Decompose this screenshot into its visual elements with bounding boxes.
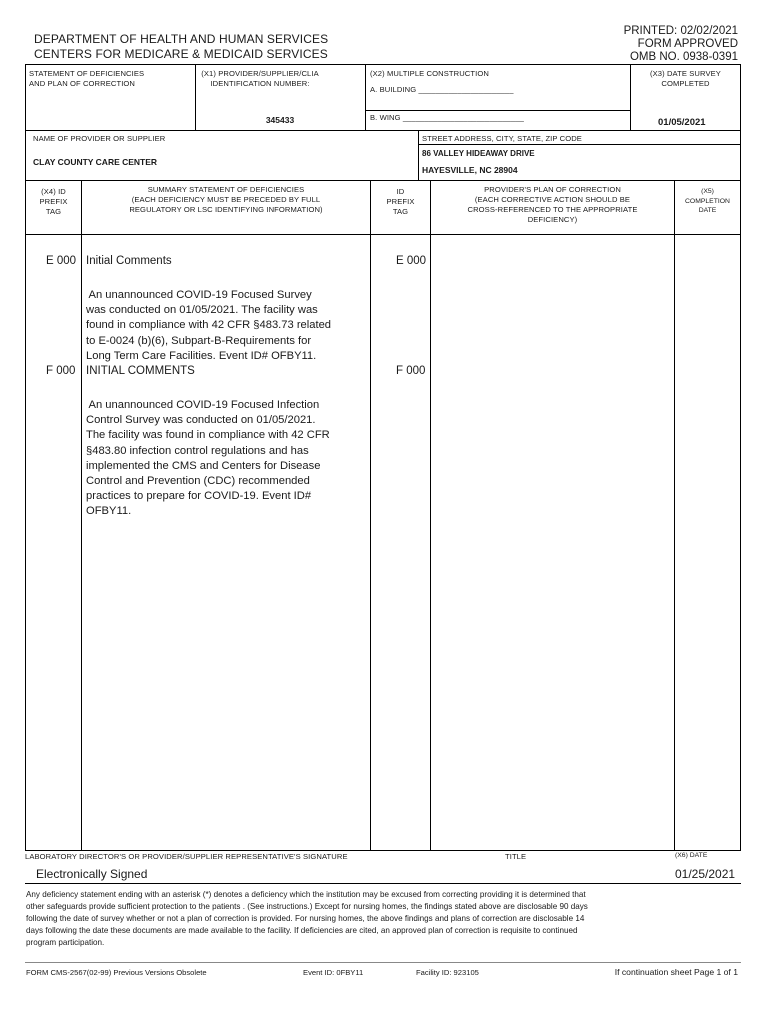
divider	[25, 962, 741, 963]
column-divider	[81, 180, 82, 850]
deficiency-tag: F 000	[46, 365, 76, 377]
address-label: STREET ADDRESS, CITY, STATE, ZIP CODE	[422, 134, 582, 143]
x2-wing: B. WING ____________________________	[370, 113, 524, 122]
omb-number: OMB NO. 0938-0391	[629, 51, 738, 63]
provider-id-value: 345433	[265, 115, 295, 125]
entry-heading: INITIAL COMMENTS	[86, 365, 195, 377]
provider-name-label: NAME OF PROVIDER OR SUPPLIER	[33, 134, 166, 143]
facility-id: Facility ID: 923105	[416, 968, 479, 977]
signature-label: LABORATORY DIRECTOR'S OR PROVIDER/SUPPLIER REPRESENTATIVE'S SIGNATURE	[25, 852, 348, 861]
title-label: TITLE	[505, 852, 527, 861]
statement-label-1: STATEMENT OF DEFICIENCIES	[29, 69, 145, 78]
agency-line-2: CENTERS FOR MEDICARE & MEDICAID SERVICES	[34, 47, 328, 61]
id-prefix-header	[371, 187, 430, 217]
form-approved: FORM APPROVED	[637, 38, 738, 50]
x4-header-3: TAG	[45, 207, 62, 216]
divider	[25, 234, 741, 235]
x1-label	[196, 69, 324, 89]
note-line: program participation.	[26, 938, 105, 947]
column-divider	[674, 180, 675, 850]
text-line: Long Term Care Facilities. Event ID# OFBY11.	[86, 349, 317, 362]
signature-value: Electronically Signed	[36, 867, 148, 881]
frame-right-line	[740, 64, 741, 850]
summary-header-2: (EACH DEFICIENCY MUST BE PRECEDED BY FULL	[131, 195, 321, 204]
x5-header-1: (X5)	[701, 188, 714, 195]
divider	[25, 883, 741, 884]
id-header-2: PREFIX	[386, 197, 415, 206]
plan-header-4: DEFICIENCY)	[527, 215, 578, 224]
x5-header-2: COMPLETION	[685, 197, 730, 205]
id-header-1: ID	[396, 187, 405, 196]
x3-label-1: (X3) DATE SURVEY	[650, 69, 721, 78]
x3-label	[631, 69, 740, 89]
text-line: to E-0024 (b)(6), Subpart-B-Requirements for	[86, 334, 312, 347]
text-line: An unannounced COVID-19 Focused Infection	[86, 399, 320, 411]
disclaimer-note	[26, 889, 742, 949]
form-info	[624, 25, 738, 64]
x3-label-2: COMPLETED	[661, 79, 710, 88]
continuation-page: If continuation sheet Page 1 of 1	[614, 967, 738, 977]
statement-label	[29, 69, 144, 89]
x5-header-3: DATE	[698, 207, 717, 214]
x4-header	[26, 187, 81, 217]
plan-header-1: PROVIDER'S PLAN OF CORRECTION	[484, 185, 621, 194]
x4-header-1: (X4) ID	[41, 187, 66, 196]
text-line: An unannounced COVID-19 Focused Survey	[86, 289, 312, 301]
x1-label-2: IDENTIFICATION NUMBER:	[210, 79, 310, 88]
x4-header-2: PREFIX	[39, 197, 68, 206]
x2-label: (X2) MULTIPLE CONSTRUCTION	[370, 69, 489, 78]
event-id: Event ID: 0FBY11	[303, 968, 364, 977]
text-line: implemented the CMS and Centers for Disease	[86, 459, 321, 472]
deficiency-tag: E 000	[46, 255, 77, 267]
plan-header-3: CROSS-REFERENCED TO THE APPROPRIATE	[467, 205, 638, 214]
entry-text	[86, 398, 368, 520]
divider	[418, 144, 740, 145]
agency-header	[34, 32, 328, 62]
x1-label-1: (X1) PROVIDER/SUPPLIER/CLIA	[201, 69, 319, 78]
entry-text	[86, 288, 368, 364]
id-header-3: TAG	[392, 207, 409, 216]
agency-line-1: DEPARTMENT OF HEALTH AND HUMAN SERVICES	[34, 32, 329, 46]
signature-date-value: 01/25/2021	[675, 867, 736, 881]
plan-header-2: (EACH CORRECTIVE ACTION SHOULD BE	[474, 195, 631, 204]
x2-building: A. BUILDING ______________________	[370, 85, 514, 94]
x5-header	[675, 187, 740, 216]
text-line: Control and Prevention (CDC) recommended	[86, 475, 310, 488]
divider	[25, 130, 741, 131]
provider-name-value: CLAY COUNTY CARE CENTER	[33, 157, 158, 167]
note-line: following the date of survey whether or not a plan of correction is provided. For nursing homes, the above findings and plans of correction are disclosable 14	[26, 914, 585, 923]
frame-top-line	[25, 64, 741, 65]
survey-date-value: 01/05/2021	[658, 117, 706, 128]
divider	[25, 850, 741, 851]
summary-header-3: REGULATORY OR LSC IDENTIFYING INFORMATION)	[129, 205, 323, 214]
date-label: (X6) DATE	[675, 852, 708, 859]
text-line: The facility was found in compliance with 42 CFR	[86, 429, 330, 442]
text-line: Control Survey was conducted on 01/05/2021.	[86, 414, 316, 427]
frame-left-line	[25, 64, 26, 850]
city-value: HAYESVILLE, NC 28904	[422, 165, 518, 175]
printed-date: PRINTED: 02/02/2021	[623, 25, 738, 37]
text-line: OFBY11.	[86, 505, 132, 518]
text-line: practices to prepare for COVID-19. Event ID#	[86, 490, 312, 503]
plan-header	[431, 185, 674, 225]
summary-header-1: SUMMARY STATEMENT OF DEFICIENCIES	[147, 185, 305, 194]
divider	[25, 180, 741, 181]
plan-tag: F 000	[396, 365, 426, 377]
form-number: FORM CMS-2567(02-99) Previous Versions Obsolete	[26, 968, 207, 977]
divider	[418, 130, 419, 180]
note-line: other safeguards provide sufficient protection to the patients . (See instructions.) Except for nursing homes, the findings stated above are disclosable 90 days	[26, 902, 588, 911]
note-line: days following the date these documents are made available to the facility. If deficiencies are cited, an approved plan of correction is requisite to continued	[26, 926, 578, 935]
summary-header	[82, 185, 370, 215]
text-line: was conducted on 01/05/2021. The facility was	[86, 304, 318, 317]
column-divider	[430, 180, 431, 850]
street-value: 86 VALLEY HIDEAWAY DRIVE	[422, 149, 535, 158]
divider	[365, 64, 366, 130]
entry-heading: Initial Comments	[86, 255, 172, 267]
note-line: Any deficiency statement ending with an asterisk (*) denotes a deficiency which the institution may be excused from correcting providing it is determined that	[26, 890, 586, 899]
statement-label-2: AND PLAN OF CORRECTION	[29, 79, 135, 88]
text-line: found in compliance with 42 CFR §483.73 related	[86, 319, 332, 332]
column-divider	[370, 180, 371, 850]
divider	[365, 110, 630, 111]
plan-tag: E 000	[396, 255, 427, 267]
text-line: §483.80 infection control regulations and has	[86, 444, 309, 457]
